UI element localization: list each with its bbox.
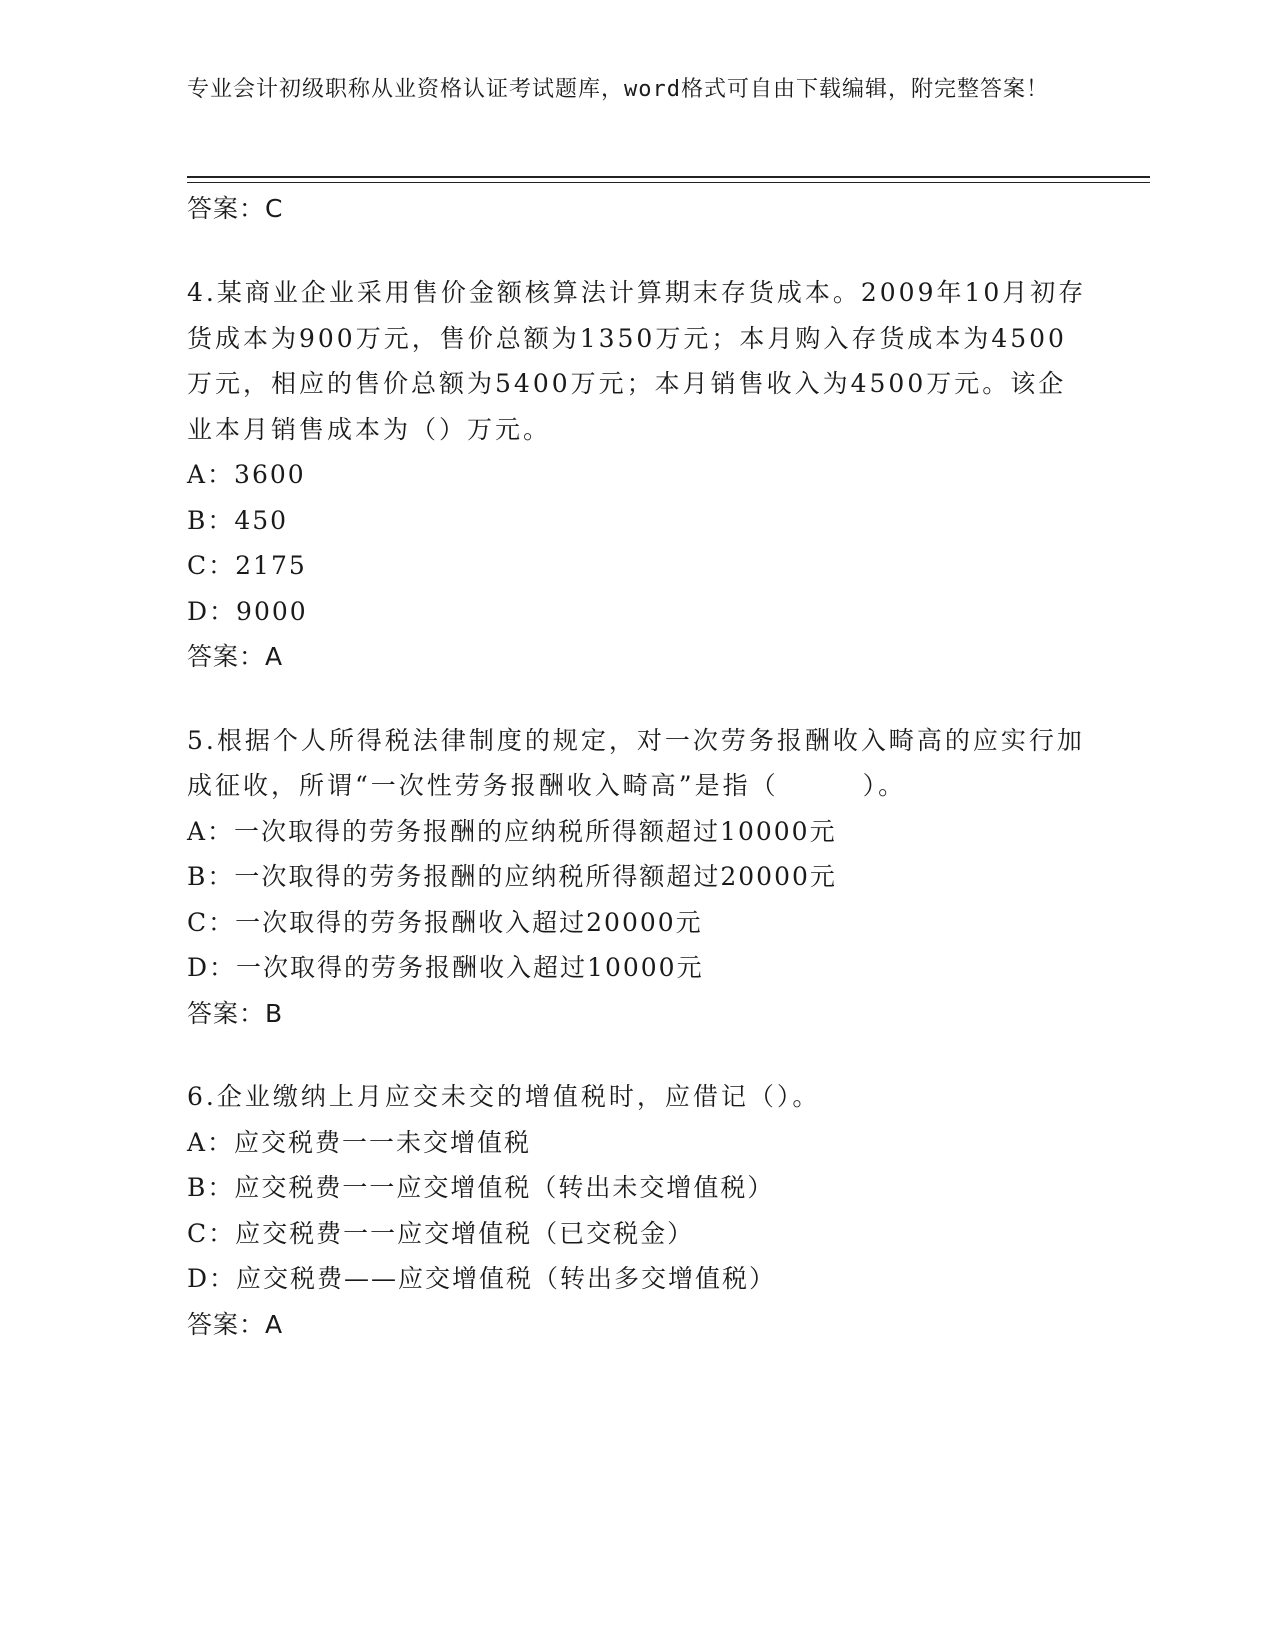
option-a: A：一次取得的劳务报酬的应纳税所得额超过10000元: [187, 816, 837, 846]
option-b: B：450: [187, 505, 289, 535]
option-c: C：2175: [187, 551, 307, 580]
question-6: [187, 1074, 1087, 1347]
option-d: D：一次取得的劳务报酬收入超过10000元: [187, 953, 704, 982]
option-d: D：应交税费——应交增值税（转出多交增值税）: [187, 1264, 777, 1293]
option-c: C：一次取得的劳务报酬收入超过20000元: [187, 907, 703, 937]
question-stem: 4.某商业企业采用售价金额核算法计算期末存货成本。2009年10月初存货成本为900万元，售价总额为1350万元；本月购入存货成本为4500万元，相应的售价总额为5400万元；本月销售收入为4500万元。该企业本月销售成本为（）万元。: [187, 278, 1087, 444]
option-d: D：9000: [187, 596, 308, 626]
option-a: A：3600: [187, 460, 306, 489]
question-4: [187, 270, 1087, 680]
previous-answer: 答案：C: [187, 194, 284, 223]
option-b: B：一次取得的劳务报酬的应纳税所得额超过20000元: [187, 862, 837, 891]
option-b: B：应交税费一一应交增值税（转出未交增值税）: [187, 1173, 775, 1202]
question-answer: 答案：A: [187, 1309, 284, 1339]
header-rule-thin: [187, 182, 1150, 183]
header-rule-thick: [187, 176, 1150, 178]
question-answer: 答案：B: [187, 998, 284, 1028]
question-stem: 6.企业缴纳上月应交未交的增值税时，应借记（）。: [187, 1082, 821, 1111]
question-5: [187, 718, 1087, 1037]
question-answer: 答案：A: [187, 642, 284, 671]
option-a: A：应交税费一一未交增值税: [187, 1127, 532, 1157]
question-stem: 5.根据个人所得税法律制度的规定，对一次劳务报酬收入畸高的应实行加成征收，所谓“一次性劳务报酬收入畸高”是指（ ）。: [187, 725, 1085, 800]
document-body: [187, 186, 1087, 1347]
option-c: C：应交税费一一应交增值税（已交税金）: [187, 1218, 695, 1248]
document-header: 专业会计初级职称从业资格认证考试题库，word格式可自由下载编辑，附完整答案！: [187, 77, 1049, 102]
